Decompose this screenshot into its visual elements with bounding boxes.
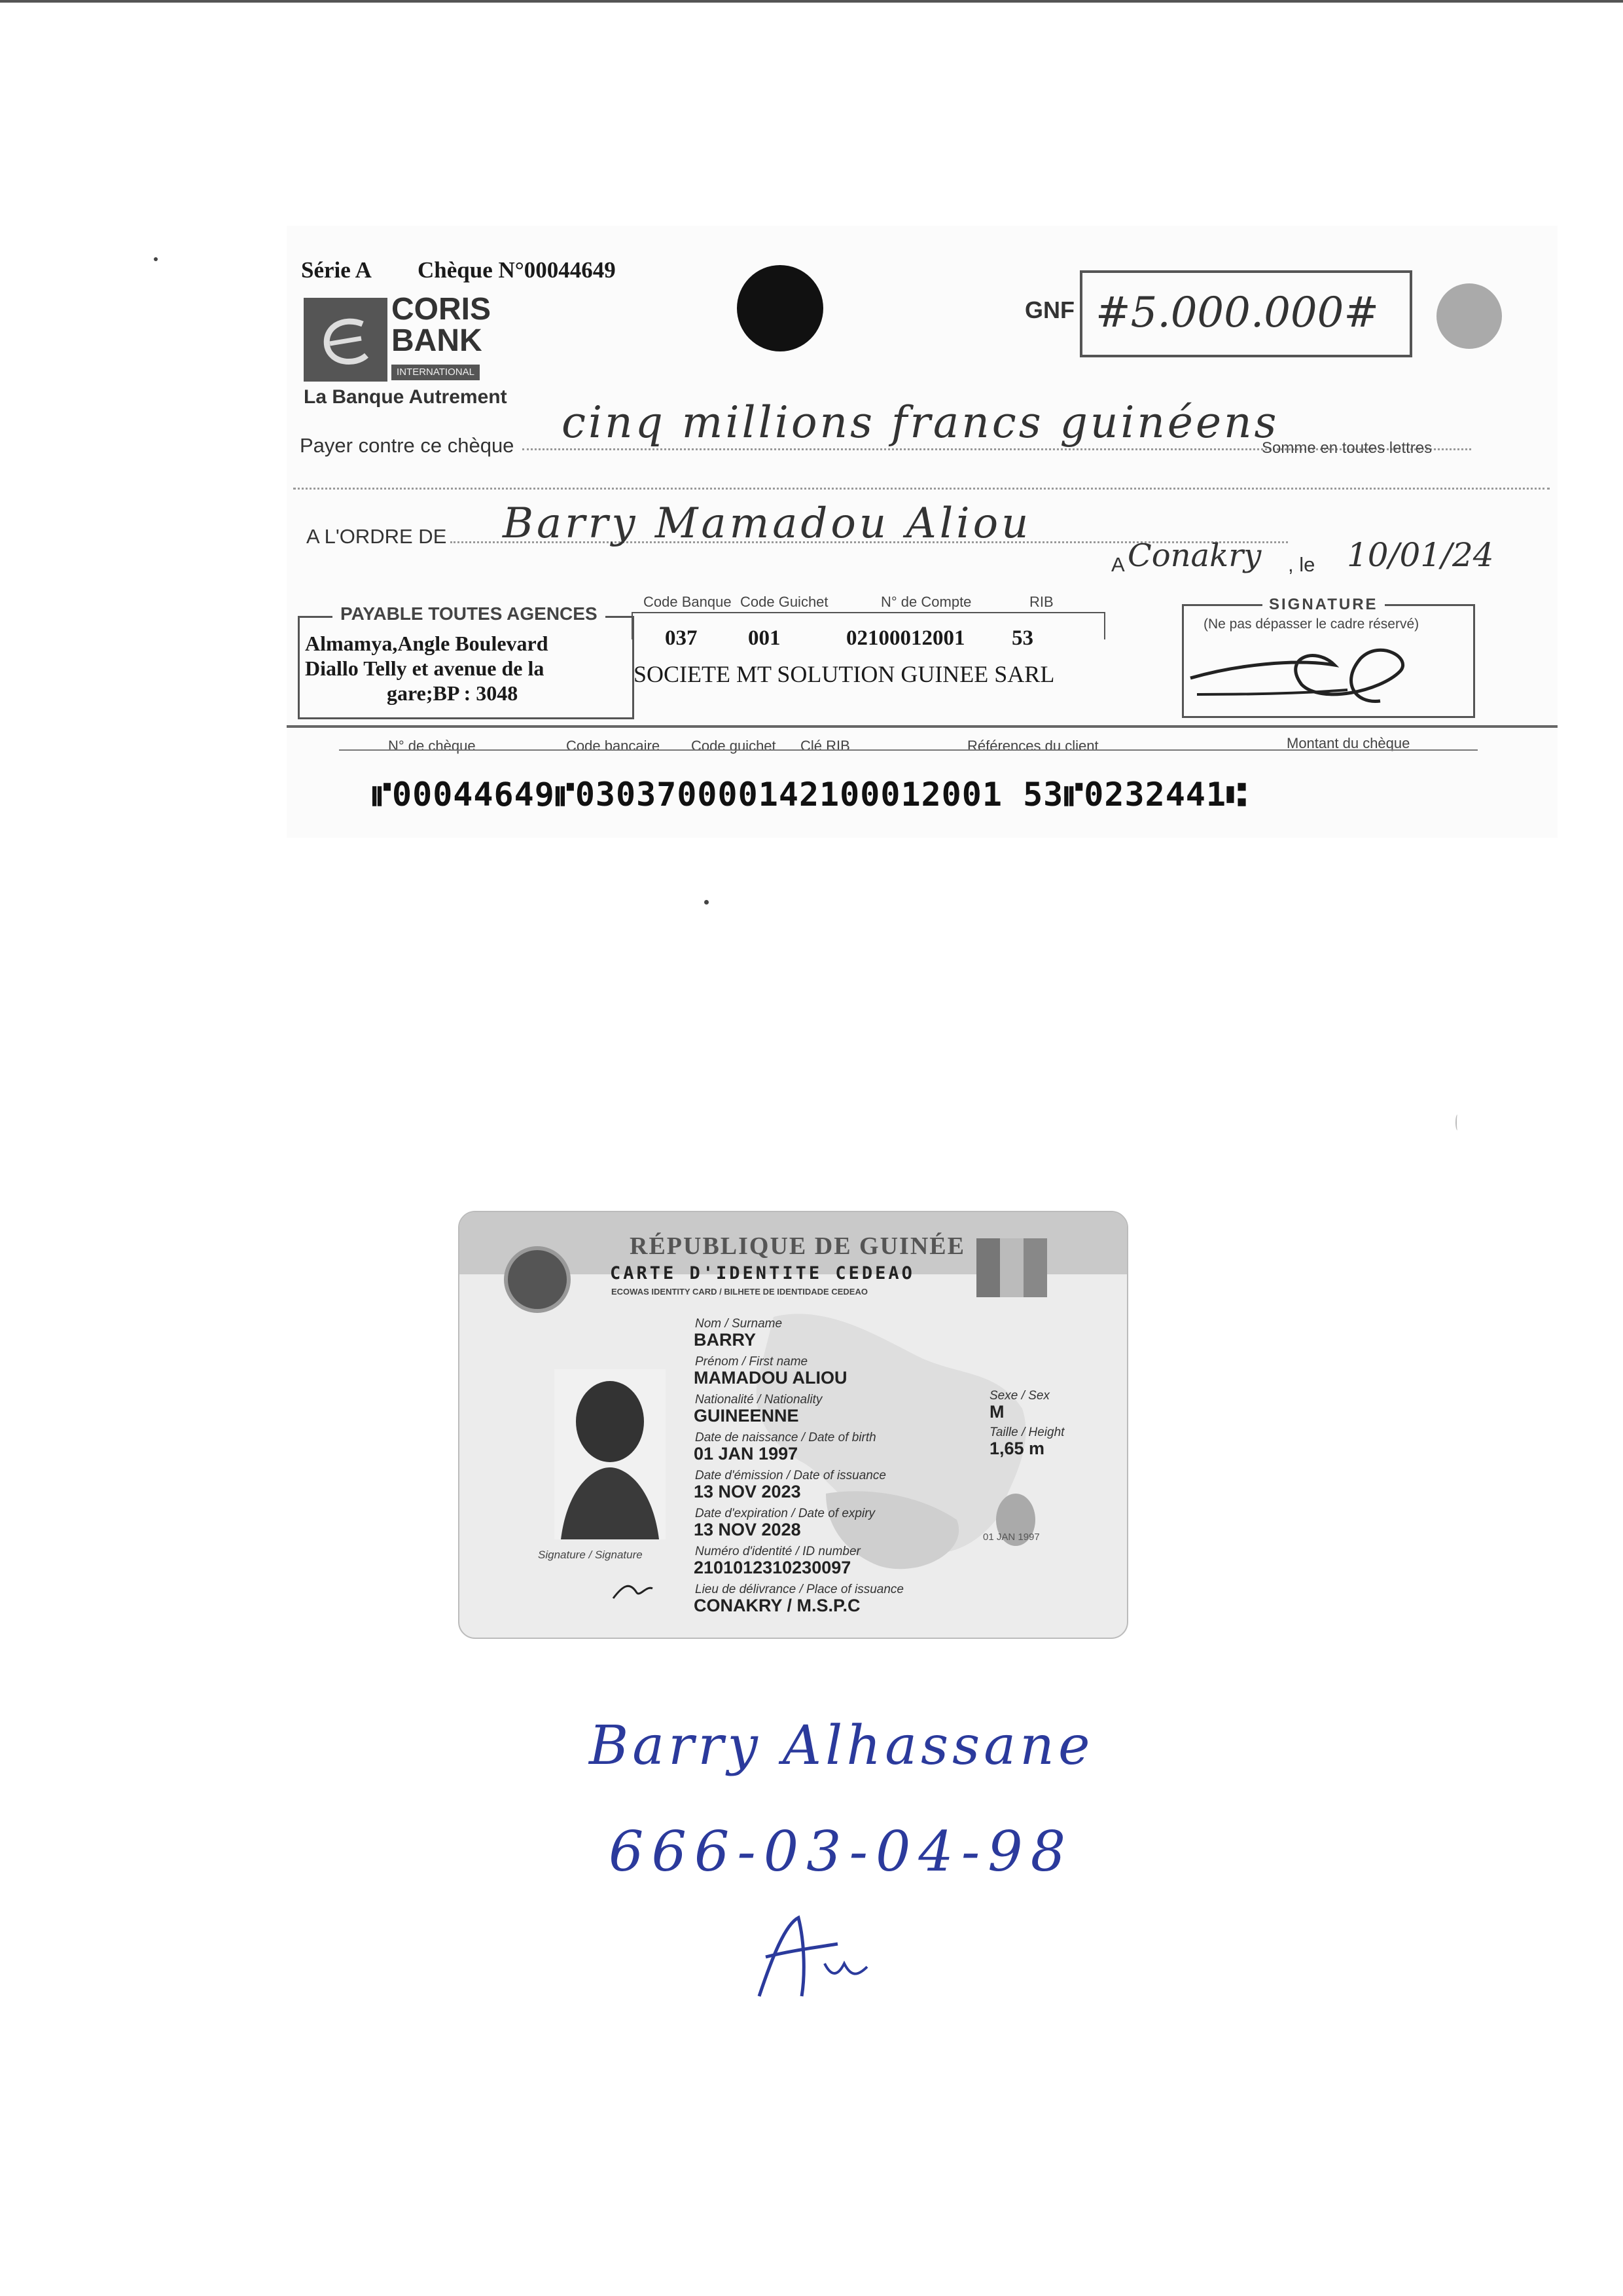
date-prefix: , le (1288, 553, 1315, 576)
code-banque: 037 (665, 626, 698, 650)
flag-red-stripe (976, 1238, 1000, 1297)
firstname: MAMADOU ALIOU (694, 1368, 847, 1388)
second-dotted-line (293, 488, 1550, 490)
dob-label: Date de naissance / Date of birth (695, 1431, 876, 1444)
code-guichet: 001 (748, 626, 781, 650)
order-label: A L'ORDRE DE (306, 525, 447, 548)
ghost-dob: 01 JAN 1997 (983, 1532, 1040, 1543)
signature-title: SIGNATURE (1262, 596, 1385, 614)
rib: 53 (1012, 626, 1033, 650)
place-label: Lieu de délivrance / Place of issuance (695, 1583, 904, 1596)
micr-label-montant: Montant du chèque (1287, 735, 1410, 751)
sex-label: Sexe / Sex (990, 1389, 1050, 1403)
code-banque-label: Code Banque (643, 594, 732, 610)
surname-label: Nom / Surname (695, 1317, 783, 1331)
issue-date: 13 NOV 2023 (694, 1482, 801, 1501)
nationality: GUINEENNE (694, 1406, 799, 1426)
card-title-3: ECOWAS IDENTITY CARD / BILHETE DE IDENTIDADE CEDEAO (611, 1287, 868, 1297)
handwritten-signature-icon (753, 1905, 877, 2003)
account-holder: SOCIETE MT SOLUTION GUINEE SARL (633, 661, 1055, 687)
bank-slogan: La Banque Autrement (304, 386, 507, 408)
flag-green-stripe (1024, 1238, 1047, 1297)
id-card (458, 1211, 1128, 1639)
cheque-bottom-rule (287, 725, 1558, 728)
sex: M (990, 1402, 1005, 1422)
bank-sub: INTERNATIONAL (391, 365, 480, 380)
scan-top-edge (0, 0, 1623, 3)
cheque-serie: Série A (301, 257, 372, 283)
holder-photo (554, 1369, 666, 1539)
signature-box (1182, 596, 1475, 718)
card-title-2: CARTE D'IDENTITE CEDEAO (610, 1263, 915, 1283)
card-title-1: RÉPUBLIQUE DE GUINÉE (630, 1232, 965, 1260)
bank-name-line2: BANK (391, 323, 482, 358)
issue-place: CONAKRY / M.S.P.C (694, 1596, 861, 1615)
punch-hole (737, 265, 823, 351)
scan-speck (704, 900, 709, 905)
amount-words: cinq millions francs guinéens (562, 397, 1279, 448)
place: Conakry (1128, 537, 1262, 574)
id-number: 2101012310230097 (694, 1558, 851, 1577)
amount-box (1080, 270, 1412, 357)
emblem-icon (504, 1246, 571, 1313)
payable-title: PAYABLE TOUTES AGENCES (332, 603, 605, 624)
handwritten-phone: 666-03-04-98 (609, 1820, 1074, 1884)
expiry-date: 13 NOV 2028 (694, 1520, 801, 1539)
firstname-label: Prénom / First name (695, 1355, 808, 1369)
dob: 01 JAN 1997 (694, 1444, 798, 1463)
micr-label-references: Références du client (967, 738, 1099, 754)
code-guichet-label: Code Guichet (740, 594, 829, 610)
amount-figures: #5.000.000# (1096, 289, 1379, 337)
branch-address-3: gare;BP : 3048 (387, 681, 518, 705)
id-number-label: Numéro d'identité / ID number (695, 1545, 861, 1558)
signature-label: Signature / Signature (538, 1549, 643, 1561)
payable-box (298, 603, 634, 719)
signature-scribble-icon (1184, 619, 1473, 717)
rib-label: RIB (1029, 594, 1054, 610)
scan-speck (154, 257, 158, 261)
holder-signature-icon (610, 1579, 656, 1605)
nationality-label: Nationalité / Nationality (695, 1393, 823, 1407)
branch-address-2: Diallo Telly et avenue de la (305, 656, 544, 680)
branch-address-1: Almamya,Angle Boulevard (305, 632, 548, 655)
bank-name-line1: CORIS (391, 292, 491, 327)
pay-label: Payer contre ce chèque (300, 434, 514, 457)
bank-logo-icon (304, 298, 387, 382)
cheque-number: Chèque N°00044649 (418, 257, 616, 283)
issue-label: Date d'émission / Date of issuance (695, 1469, 886, 1482)
height: 1,65 m (990, 1439, 1045, 1458)
payee-name: Barry Mamadou Aliou (503, 499, 1032, 548)
micr-label-cheque: N° de chèque (388, 738, 476, 754)
signature-note: (Ne pas dépasser le cadre réservé) (1204, 617, 1419, 632)
account-number: 02100012001 (846, 626, 965, 650)
micr-label-rule (339, 749, 1478, 751)
height-label: Taille / Height (990, 1426, 1065, 1439)
micr-label-code-bancaire: Code bancaire (566, 738, 660, 754)
micr-line: ⑈00044649⑈030370000142100012001 53⑈0232441⑆ (372, 776, 1247, 814)
flag-yellow-stripe (1000, 1238, 1024, 1297)
micr-label-cle-rib: Clé RIB (800, 738, 850, 754)
place-prefix: A (1111, 553, 1125, 576)
punch-hole-grey (1436, 283, 1502, 349)
handwritten-name: Barry Alhassane (589, 1715, 1094, 1777)
scan-mark (1455, 1115, 1459, 1130)
micr-label-code-guichet: Code guichet (691, 738, 776, 754)
surname: BARRY (694, 1330, 757, 1350)
currency-label: GNF (1025, 296, 1075, 323)
date: 10/01/24 (1347, 536, 1494, 574)
no-compte-label: N° de Compte (881, 594, 972, 610)
cheque (287, 226, 1558, 838)
amount-words-hint: Somme en toutes lettres (1262, 439, 1433, 457)
expiry-label: Date d'expiration / Date of expiry (695, 1507, 876, 1520)
